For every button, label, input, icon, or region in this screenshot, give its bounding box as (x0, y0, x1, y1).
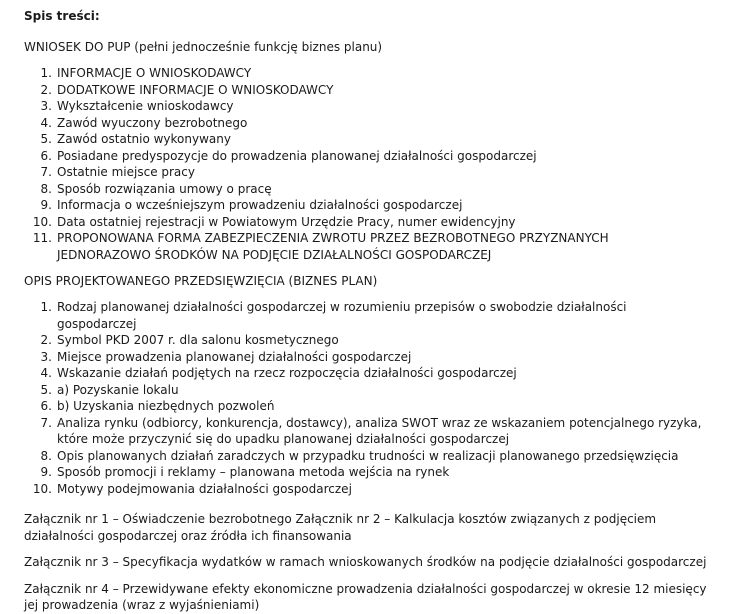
list-item: a) Pozyskanie lokalu (57, 382, 179, 397)
annex-paragraph: Załącznik nr 1 – Oświadczenie bezrobotnego Załącznik nr 2 – Kalkulacja kosztów związanych z podjęciem działalności gospodarczej oraz źródła ich finansowania (24, 512, 657, 543)
toc-list-application (24, 65, 729, 263)
list-item: Zawód ostatnio wykonywany (57, 132, 231, 146)
list-item: PROPONOWANA FORMA ZABEZPIECZENIA ZWROTU PRZEZ BEZROBOTNEGO PRZYZNANYCH JEDNORAZOWO ŚRODKÓW NA PODJĘCIE DZIAŁALNOŚCI GOSPODARCZEJ (57, 231, 609, 262)
list-item: INFORMACJE O WNIOSKODAWCY (57, 66, 252, 80)
list-item: DODATKOWE INFORMACJE O WNIOSKODAWCY (57, 82, 334, 97)
section-heading-business-plan: OPIS PROJEKTOWANEGO PRZEDSIĘWZIĘCIA (BIZNES PLAN) (24, 274, 378, 288)
list-item: Symbol PKD 2007 r. dla salonu kosmetycznego (57, 333, 339, 347)
list-item: Analiza rynku (odbiorcy, konkurencja, dostawcy), analiza SWOT wraz ze wskazaniem potencjalnego ryzyka, które może przyczynić się do upadku planowanej działalności gospodarczej (57, 415, 702, 446)
list-item: Sposób rozwiązania umowy o pracę (57, 181, 272, 196)
list-item: Sposób promocji i reklamy – planowana metoda wejścia na rynek (57, 465, 450, 479)
annex-paragraph: Załącznik nr 3 – Specyfikacja wydatków w ramach wnioskowanych środków na podjęcie działalności gospodarczej (24, 555, 707, 569)
list-item: Rodzaj planowanej działalności gospodarczej w rozumieniu przepisów o swobodzie działalności gospodarczej (57, 300, 627, 331)
annex-paragraph: Załącznik nr 4 – Przewidywane efekty ekonomiczne prowadzenia działalności gospodarczej w okresie 12 miesięcy jej prowadzenia (wraz z wyjaśnieniami) (24, 581, 707, 612)
toc-list-business-plan (24, 299, 729, 497)
list-item: Zawód wyuczony bezrobotnego (57, 115, 248, 130)
list-item: Miejsce prowadzenia planowanej działalności gospodarczej (57, 349, 412, 364)
toc-title: Spis treści: (24, 9, 100, 23)
list-item: Posiadane predyspozycje do prowadzenia planowanej działalności gospodarczej (57, 148, 537, 163)
list-item: Wskazanie działań podjętych na rzecz rozpoczęcia działalności gospodarczej (57, 366, 517, 380)
list-item: b) Uzyskania niezbędnych pozwoleń (57, 399, 275, 413)
list-item: Opis planowanych działań zaradczych w przypadku trudności w realizacji planowanego przedsięwzięcia (57, 448, 679, 463)
list-item: Data ostatniej rejestracji w Powiatowym Urzędzie Pracy, numer ewidencyjny (57, 214, 516, 229)
section-heading-application: WNIOSEK DO PUP (pełni jednocześnie funkcję biznes planu) (24, 40, 383, 54)
list-item: Informacja o wcześniejszym prowadzeniu działalności gospodarczej (57, 198, 463, 212)
list-item: Motywy podejmowania działalności gospodarczej (57, 481, 352, 496)
list-item: Wykształcenie wnioskodawcy (57, 99, 234, 113)
list-item: Ostatnie miejsce pracy (57, 165, 195, 179)
